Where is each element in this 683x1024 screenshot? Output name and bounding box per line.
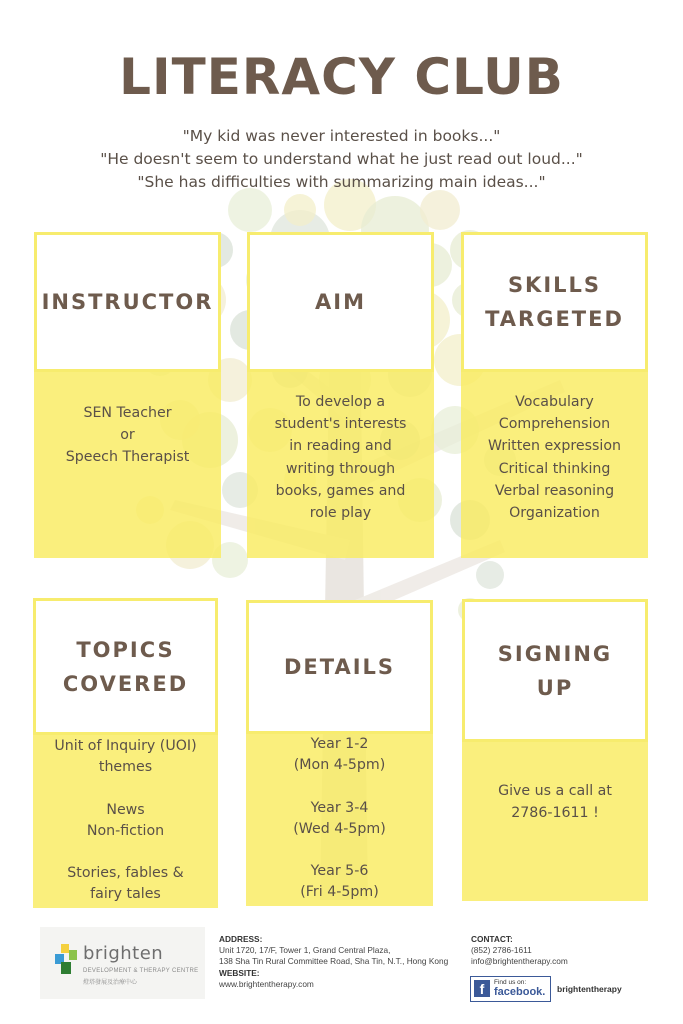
text-line: in reading and (289, 438, 392, 455)
contact-phone[interactable]: (852) 2786-1611 (471, 945, 532, 956)
leaf-dot (476, 561, 504, 589)
card-skills-heading: SKILLS TARGETED (485, 273, 624, 331)
text-line: (Wed 4-5pm) (293, 820, 386, 837)
text-line: Written expression (487, 438, 622, 455)
card-instructor-text (66, 372, 190, 558)
text-line: Give us a call at (498, 783, 612, 799)
text-line: themes (98, 759, 153, 776)
card-topics-covered (33, 598, 218, 908)
card-aim (247, 232, 434, 558)
text-line (54, 842, 196, 863)
card-aim-text (275, 372, 407, 558)
card-details-heading: DETAILS (283, 655, 396, 679)
text-line: Year 3-4 (310, 799, 369, 816)
card-topics-heading: TOPICS COVERED (62, 637, 189, 696)
address-line-1: Unit 1720, 17/F, Tower 1, Grand Central Plaza, (219, 945, 391, 956)
contact-label: CONTACT: (471, 934, 513, 944)
contact-email[interactable]: info@brightentherapy.com (471, 956, 568, 967)
website-link[interactable]: www.brightentherapy.com (219, 978, 314, 989)
text-line: News (106, 801, 145, 818)
card-signing-text (498, 742, 612, 901)
text-line: fairy tales (90, 886, 161, 903)
text-line: Non-fiction (86, 822, 165, 839)
text-line: Year 1-2 (310, 736, 369, 752)
card-signing-heading: SIGNING UP (497, 641, 613, 700)
card-signing-up (462, 599, 648, 901)
text-line (54, 778, 196, 799)
address-label: ADDRESS: (219, 934, 263, 944)
leaf-dot (284, 194, 316, 226)
card-skills-text (488, 372, 621, 558)
text-line (293, 776, 386, 797)
address-line-2: 138 Sha Tin Rural Committee Road, Sha Tin, N.T., Hong Kong (219, 956, 449, 967)
text-line: writing through (285, 460, 396, 477)
logo-subtitle: DEVELOPMENT & THERAPY CENTRE (83, 968, 199, 974)
quote-1: "My kid was never interested in books..." (182, 127, 501, 145)
contact-block (471, 934, 568, 968)
card-skills-targeted (461, 232, 648, 558)
text-line: (Mon 4-5pm) (293, 757, 386, 774)
text-line: Comprehension (498, 416, 611, 433)
facebook-find-text: Find us on: (494, 979, 527, 986)
card-details-text (293, 734, 386, 906)
text-line: or (120, 427, 135, 444)
leaf-dot (420, 190, 460, 230)
text-line: student's interests (274, 416, 407, 433)
text-line: 2786-1611 ! (511, 805, 599, 822)
quote-2: "He doesn't seem to understand what he just read out loud..." (100, 150, 583, 168)
text-line: Unit of Inquiry (UOI) (54, 738, 197, 754)
quote-3: "She has difficulties with summarizing main ideas..." (137, 173, 546, 191)
address-block (219, 934, 448, 990)
text-line: To develop a (295, 394, 386, 410)
facebook-handle[interactable]: brightentherapy (557, 984, 622, 994)
text-line (293, 840, 386, 861)
facebook-wordmark: facebook. (494, 986, 546, 998)
text-line: books, games and (275, 482, 406, 499)
card-instructor-heading: INSTRUCTOR (41, 290, 214, 314)
card-instructor (34, 232, 221, 558)
logo-name: brighten (83, 943, 164, 964)
leaf-dot (228, 188, 272, 232)
text-line: Verbal reasoning (494, 482, 615, 499)
card-aim-heading: AIM (315, 290, 366, 314)
text-line: Critical thinking (498, 460, 611, 477)
text-line: Vocabulary (515, 394, 594, 410)
text-line: Speech Therapist (65, 449, 190, 466)
text-line: Stories, fables & (67, 865, 184, 882)
facebook-icon: f (474, 980, 490, 997)
text-line: SEN Teacher (83, 405, 172, 421)
logo-chinese-name: 燈塔發展及治療中心 (83, 980, 138, 986)
text-line: role play (309, 505, 372, 522)
text-line: Organization (509, 505, 600, 522)
text-line: (Fri 4-5pm) (300, 884, 379, 901)
card-topics-text (54, 735, 196, 908)
facebook-badge[interactable] (470, 976, 551, 1002)
text-line: Year 5-6 (310, 863, 369, 880)
card-details (246, 600, 433, 906)
page-title: LITERACY CLUB (119, 48, 564, 106)
quotes-block (0, 125, 683, 194)
website-label: WEBSITE: (219, 967, 260, 978)
brighten-logo-icon (55, 944, 77, 974)
